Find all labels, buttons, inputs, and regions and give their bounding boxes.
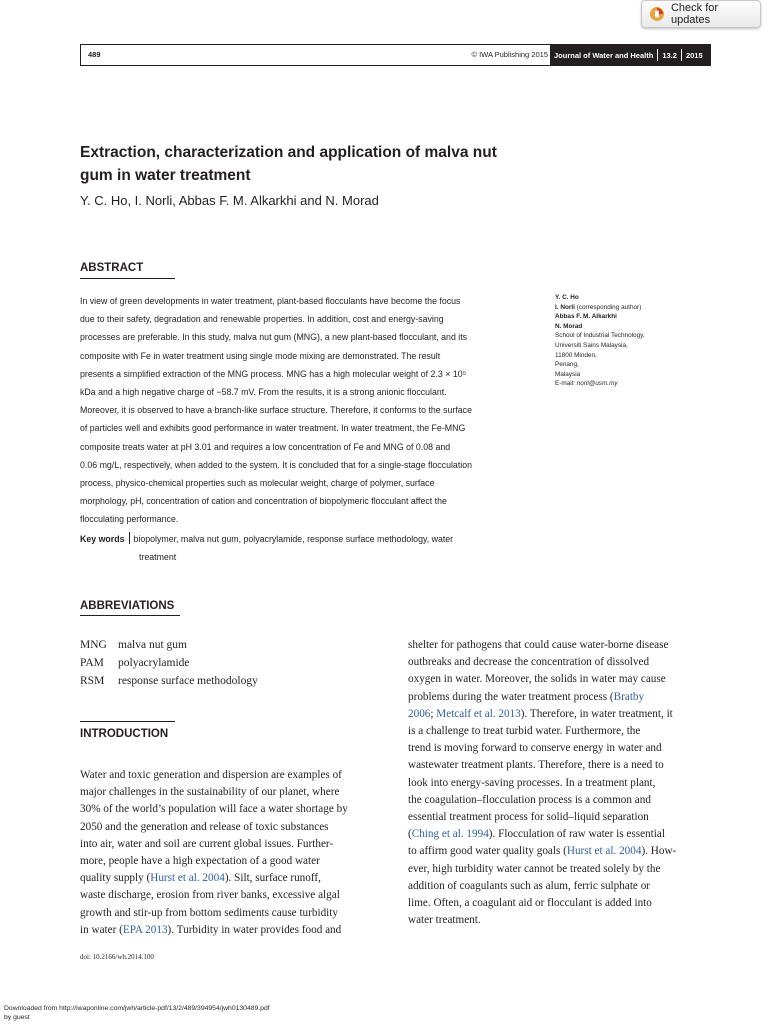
body-line: shelter for pathogens that could cause water-borne disease <box>408 639 669 651</box>
keywords-label: Key words <box>80 534 125 544</box>
citation-link[interactable]: Bratby <box>613 690 645 703</box>
email-address[interactable]: norli@usm.my <box>576 380 618 388</box>
abstract-line: presents a simplified extraction of the MNG process. MNG has a high molecular weight of 2.3 × 10⁵ <box>80 368 467 379</box>
body-line: 2050 and the generation and release of toxic substances <box>80 820 329 833</box>
abstract-line: In view of green developments in water treatment, plant-based flocculants have become the focus <box>80 296 461 306</box>
heading-rule <box>80 615 180 616</box>
text-run: ). Flocculation of raw water is essential <box>488 828 665 841</box>
body-line: trend is moving forward to conserve energy in water and <box>408 742 662 755</box>
download-url: Downloaded from http://iwaponline.com/jwh/article-pdf/13/2/489/394954/jwh0130489.pdf <box>4 1005 270 1012</box>
abstract-line: due to their safety, degradation and renewable properties. In addition, cost and energy-saving <box>80 314 444 325</box>
body-line: is a challenge to treat turbid water. Furthermore, the <box>408 725 641 738</box>
body-line: outbreaks and decrease the concentration of dissolved <box>408 656 650 669</box>
abbreviations-heading: ABBREVIATIONS <box>80 600 175 612</box>
body-line <box>408 706 714 723</box>
author-affiliation <box>555 293 705 389</box>
journal-box <box>550 45 710 65</box>
affiliation-address: Universiti Sains Malaysia, <box>555 341 628 349</box>
text-run: to affirm good water quality goals ( <box>408 845 567 858</box>
body-line: waste discharge, erosion from river banks, excessive algal <box>80 889 340 902</box>
text-run: ). Turbidity in water provides food and <box>167 923 342 936</box>
journal-volume: 13.2 <box>662 50 677 60</box>
paper-title-line: Extraction, characterization and application of malva nut <box>80 144 497 161</box>
keywords <box>80 530 540 566</box>
abstract-line: 0.06 mg/L, respectively, when added to the system. It is concluded that for a single-stage flocculation <box>80 459 473 470</box>
introduction-right-column <box>408 637 714 929</box>
check-for-updates-icon <box>649 6 665 22</box>
citation-link[interactable]: Hurst et al. 2004 <box>150 872 225 885</box>
body-line <box>408 689 714 706</box>
affiliation-author: I. Norli <box>555 303 575 311</box>
download-footer <box>4 1005 270 1022</box>
body-line <box>80 870 386 887</box>
corresponding-note: (corresponding author) <box>574 303 642 311</box>
affiliation-author: Abbas F. M. Alkarkhi <box>555 313 617 321</box>
abbreviation-value: response surface methodology <box>118 675 258 687</box>
abstract-line: flocculating performance. <box>80 514 179 525</box>
abbreviation-value: polyacrylamide <box>118 657 190 669</box>
affiliation-author: Y. C. Ho <box>555 294 579 301</box>
affiliation-address: School of Industrial Technology, <box>555 332 645 340</box>
abstract-line: Moreover, it is observed to have a branch-like surface structure. Therefore, it conforms to the surface <box>80 405 472 416</box>
abbreviation-row <box>80 654 258 672</box>
abstract-line: morphology, pH, concentration of cation and concentration of biopolymeric flocculant affect the <box>80 496 447 507</box>
body-line: ever, high turbidity water cannot be treated solely by the <box>408 862 661 875</box>
body-line: growth and stir-up from bottom sediments cause turbidity <box>80 906 338 919</box>
text-run: in water ( <box>80 923 123 936</box>
affiliation-author: N. Morad <box>555 322 583 330</box>
body-line: addition of coagulants such as alum, ferric sulphate or <box>408 879 651 892</box>
abstract-body <box>80 292 538 529</box>
abbreviations-list <box>80 636 258 690</box>
citation-link[interactable]: EPA 2013 <box>122 923 168 936</box>
abstract-line: process, physico-chemical properties such as molecular weight, charge of polymer, surface <box>80 478 435 489</box>
introduction-left-column <box>80 767 386 939</box>
keywords-text: treatment <box>139 552 177 563</box>
abstract-line: kDa and a high negative charge of −58.7 mV. From the results, it is a strong anionic flocculant. <box>80 387 447 398</box>
abbreviation-row <box>80 672 258 690</box>
paper-title-line: gum in water treatment <box>80 167 251 184</box>
abbreviation-value: malva nut gum <box>118 639 187 651</box>
abbreviation-key: PAM <box>80 657 104 669</box>
text-run: ; <box>430 707 437 720</box>
body-line: 30% of the world’s population will face a water shortage by <box>80 803 348 816</box>
abstract-line: composite with Fe in water treatment using single mode mixing are demonstrated. The result <box>80 350 441 361</box>
abstract-line: of particles well and exhibits good performance in water treatment. In water treatment, the Fe-MNG <box>80 423 466 434</box>
body-line: wastewater treatment plants. Therefore, there is a need to <box>408 759 664 772</box>
citation-link[interactable]: Ching et al. 1994 <box>411 828 489 841</box>
paper-title <box>80 141 560 187</box>
body-line: lime. Often, a coagulant aid or flocculant is added into <box>408 897 652 910</box>
abstract-line: composite treats water at pH 3.01 and requires a low concentration of Fe and MNG of 0.08 and <box>80 441 451 452</box>
citation-link[interactable]: Hurst et al. 2004 <box>566 845 642 858</box>
introduction-heading: INTRODUCTION <box>80 728 169 740</box>
check-for-updates-label: Check for updates <box>670 2 719 26</box>
email-label: E-mail: <box>555 380 577 388</box>
body-line: water treatment. <box>408 914 481 927</box>
author-list: Y. C. Ho, I. Norli, Abbas F. M. Alkarkhi and N. Morad <box>80 193 379 208</box>
affiliation-address: Malaysia <box>555 370 581 378</box>
text-run: ). Silt, surface runoff, <box>224 872 321 885</box>
keywords-divider <box>129 532 130 544</box>
body-line: major challenges in the sustainability of our planet, where <box>80 786 340 799</box>
affiliation-address: 11800 Minden, <box>555 351 597 359</box>
download-note: by guest <box>4 1013 30 1021</box>
body-line: the coagulation–flocculation process is a common and <box>408 793 651 806</box>
text-run: problems during the water treatment process ( <box>408 690 614 703</box>
text-run: ( <box>408 828 412 841</box>
heading-rule <box>80 721 175 722</box>
body-line <box>408 843 714 860</box>
abstract-heading: ABSTRACT <box>80 262 144 274</box>
body-line: oxygen in water. Moreover, the solids in water may cause <box>408 673 666 686</box>
body-line <box>408 826 714 843</box>
text-run: ). Therefore, in water treatment, it <box>520 707 673 720</box>
journal-year: 2015 <box>685 50 703 60</box>
running-head <box>80 44 711 66</box>
abbreviation-row <box>80 636 258 654</box>
publisher: © IWA Publishing 2015 <box>471 50 548 59</box>
doi[interactable]: doi: 10.2166/wh.2014.100 <box>80 953 154 961</box>
affiliation-address: Penang, <box>555 361 579 369</box>
body-line: more, people have a high expectation of a good water <box>80 855 320 868</box>
abstract-line: processes are preferable. In this study, malva nut gum (MNG), a new plant-based flocculant, and its <box>80 332 468 343</box>
keywords-text: biopolymer, malva nut gum, polyacrylamide, response surface methodology, water <box>133 534 454 544</box>
citation-link[interactable]: 2006 <box>408 707 431 720</box>
body-line: look into energy-saving processes. In a treatment plant, <box>408 776 656 789</box>
text-run: ). How- <box>641 845 677 858</box>
body-line: essential treatment process for solid–liquid separation <box>408 811 649 824</box>
body-line: into air, water and soil are current global issues. Further- <box>80 837 334 850</box>
journal-name: Journal of Water and Health <box>554 50 654 60</box>
check-for-updates-button[interactable] <box>641 0 761 28</box>
body-line <box>80 922 386 939</box>
abbreviation-key: MNG <box>80 639 107 651</box>
page-number: 489 <box>88 50 101 59</box>
body-line: Water and toxic generation and dispersion are examples of <box>80 769 342 781</box>
text-run: quality supply ( <box>80 872 151 885</box>
abbreviation-key: RSM <box>80 675 105 687</box>
citation-link[interactable]: Metcalf et al. 2013 <box>436 707 521 720</box>
heading-rule <box>80 278 175 279</box>
